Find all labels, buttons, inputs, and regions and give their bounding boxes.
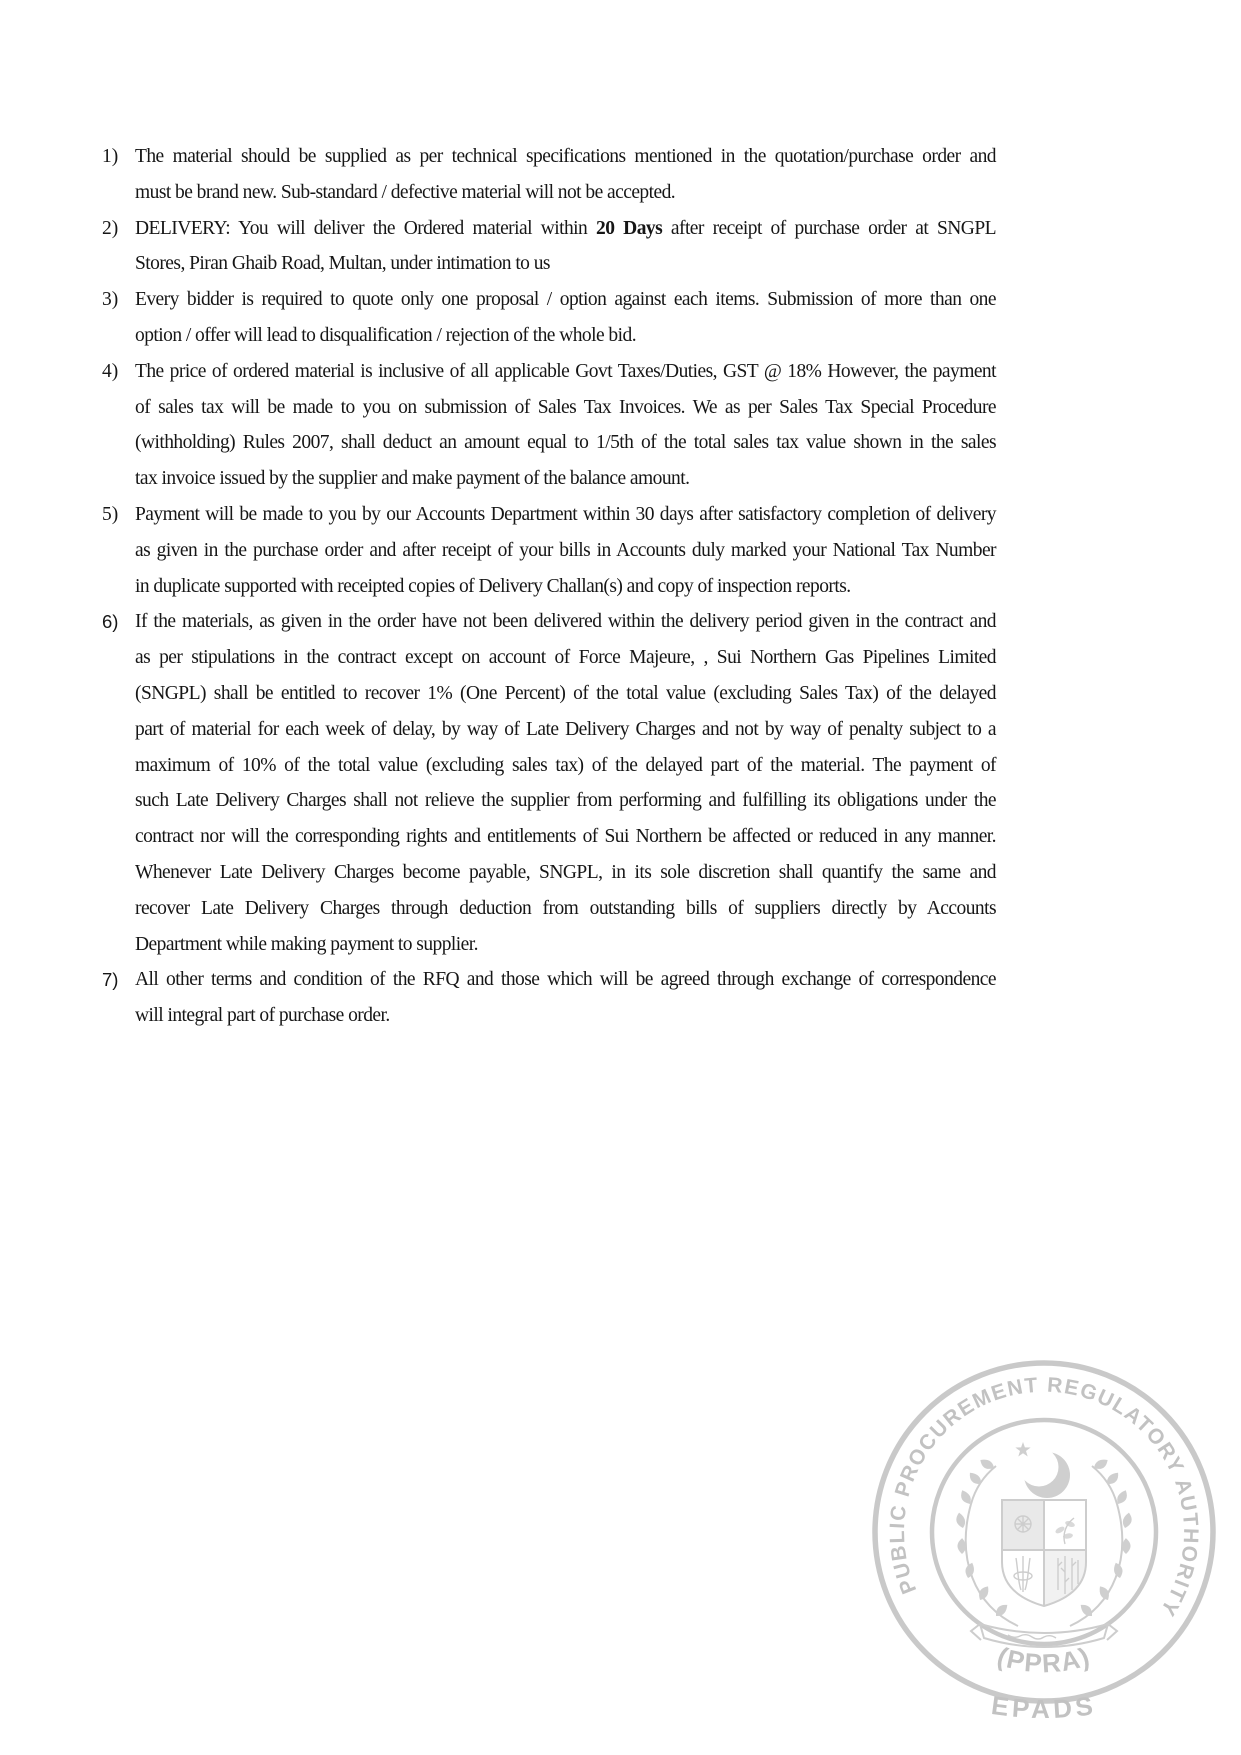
term-line: part of material for each week of delay, by way of Late Delivery Charges and not by way of penalty subject to a (135, 718, 996, 740)
term-line: (SNGPL) shall be entitled to recover 1% (One Percent) of the total value (excluding Sales Tax) of the delayed (135, 682, 996, 704)
term-line: Whenever Late Delivery Charges become payable, SNGPL, in its sole discretion shall quantify the same and (135, 861, 996, 883)
term-number: 7) (102, 969, 119, 991)
pakistan-emblem-icon (956, 1442, 1133, 1647)
term-item (102, 282, 996, 354)
term-item (102, 211, 996, 283)
term-number: 5) (102, 503, 119, 525)
term-line: option / offer will lead to disqualification / rejection of the whole bid. (135, 324, 637, 346)
term-line: Stores, Piran Ghaib Road, Multan, under intimation to us (135, 253, 550, 275)
emblem-shield (1002, 1500, 1086, 1606)
term-line: DELIVERY: You will deliver the Ordered material within 20 Days after receipt of purchase order at SNGPL (135, 217, 996, 239)
term-line: (withholding) Rules 2007, shall deduct an amount equal to 1/5th of the total sales tax value shown in the sales (135, 432, 996, 454)
term-line: such Late Delivery Charges shall not relieve the supplier from performing and fulfilling its obligations under the (135, 790, 996, 812)
term-line: The price of ordered material is inclusive of all applicable Govt Taxes/Duties, GST @ 18% However, the payment (135, 360, 996, 382)
terms-list (102, 139, 996, 1034)
term-line: All other terms and condition of the RFQ and those which will be agreed through exchange of correspondence (135, 969, 996, 991)
term-number: 4) (102, 360, 119, 382)
term-line: recover Late Delivery Charges through deduction from outstanding bills of suppliers directly by Accounts (135, 897, 996, 919)
term-line: Every bidder is required to quote only one proposal / option against each items. Submission of more than one (135, 289, 996, 311)
term-line: tax invoice issued by the supplier and make payment of the balance amount. (135, 468, 690, 490)
term-number: 3) (102, 289, 119, 311)
term-line: If the materials, as given in the order have not been delivered within the delivery period given in the contract and (135, 611, 996, 633)
term-line: Payment will be made to you by our Accounts Department within 30 days after satisfactory completion of delivery (135, 503, 996, 525)
term-line: in duplicate supported with receipted copies of Delivery Challan(s) and copy of inspection reports. (135, 575, 851, 597)
term-item (102, 497, 996, 604)
term-item (102, 139, 996, 211)
term-number: 1) (102, 146, 119, 167)
emblem-wreath-right (1070, 1456, 1132, 1626)
term-item (102, 604, 996, 962)
term-line: as given in the purchase order and after receipt of your bills in Accounts duly marked your National Tax Number (135, 539, 996, 561)
term-line: as per stipulations in the contract except on account of Force Majeure, , Sui Northern Gas Pipelines Limited (135, 647, 996, 669)
term-line: maximum of 10% of the total value (excluding sales tax) of the delayed part of the material. The payment of (135, 754, 996, 776)
watermark-ring-text: PUBLIC PROCUREMENT REGULATORY AUTHORITY (885, 1373, 1203, 1621)
term-number: 6) (102, 611, 119, 633)
term-item (102, 354, 996, 497)
term-line: The material should be supplied as per technical specifications mentioned in the quotation/purchase order and (135, 146, 996, 167)
term-line: of sales tax will be made to you on submission of Sales Tax Invoices. We as per Sales Tax Special Procedure (135, 396, 996, 418)
term-line: must be brand new. Sub-standard / defective material will not be accepted. (135, 181, 676, 203)
term-line: contract nor will the corresponding rights and entitlements of Sui Northern be affected or reduced in any manner. (135, 826, 996, 848)
term-line: will integral part of purchase order. (135, 1005, 390, 1027)
term-item (102, 962, 996, 1034)
watermark-ppra-text: (PPRA) (993, 1640, 1095, 1679)
epads-caption: EPADS (989, 1689, 1099, 1725)
term-number: 2) (102, 217, 119, 239)
term-line: Department while making payment to supplier. (135, 933, 478, 955)
ppra-watermark-seal (834, 1322, 1241, 1752)
